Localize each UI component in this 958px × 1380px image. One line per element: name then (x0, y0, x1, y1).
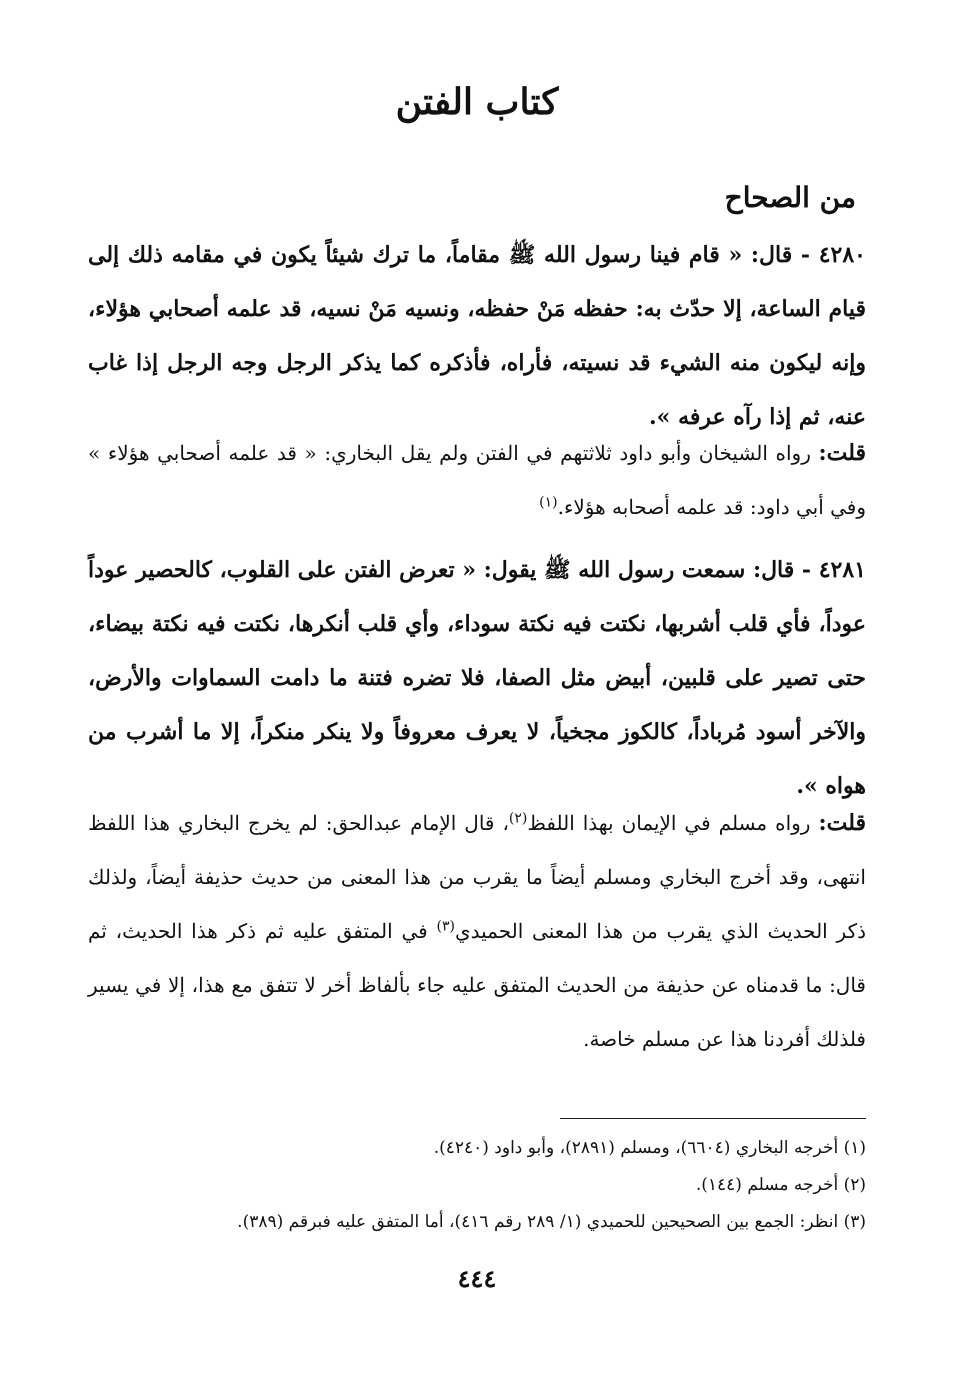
note-label: قلت: (818, 810, 866, 836)
note-text-part2: ، قال الإمام عبدالحق: لم يخرج البخاري هذا اللفظ انتهى، وقد أخرج البخاري ومسلم أيضاً ما يقرب من هذا المعنى من حديث حذيفة أيضاً، ولذلك ذكر الحديث الذي يقرب من هذا المعنى الحميدي (88, 811, 866, 943)
hadith-4280: ٤٢٨٠ - قال: « قام فينا رسول الله ﷺ مقاماً، ما ترك شيئاً يكون في مقامه ذلك إلى قيام الساعة، إلا حدّث به: حفظه مَنْ حفظه، ونسيه مَنْ نسيه، قد علمه أصحابي هؤلاء، وإنه ليكون منه الشيء قد نسيته، فأراه، فأذكره كما يذكر الرجل وجه الرجل إذا غاب عنه، ثم إذا رآه عرفه ». (88, 242, 866, 430)
page-number: ٤٤٤ (457, 1264, 497, 1293)
footnote-marker-1[interactable]: (١) (539, 494, 558, 511)
footnote-divider (560, 1118, 866, 1119)
page-title: كتاب الفتن (395, 81, 559, 123)
commentary-note-1 (88, 426, 866, 534)
footnote-1: (١) أخرجه البخاري (٦٦٠٤)، ومسلم (٢٨٩١)، وأبو داود (٤٢٤٠). (433, 1138, 866, 1158)
footnote-3: (٣) انظر: الجمع بين الصحيحين للحميدي (١/ ٢٨٩ رقم ٤١٦)، أما المتفق عليه فبرقم (٣٨٩). (237, 1212, 866, 1232)
note-label: قلت: (818, 440, 867, 466)
commentary-note-2 (88, 796, 866, 1066)
footnote-marker-2[interactable]: (٢) (508, 810, 528, 827)
footnote-marker-3[interactable]: (٣) (436, 918, 455, 935)
section-heading: من الصحاح (724, 181, 856, 214)
note-text-part3: في المتفق عليه ثم ذكر هذا الحديث، ثم قال: ما قدمناه عن حذيفة من الحديث المتفق عليه جاء بألفاظ أخر لا تتفق مع هذا، إلا في يسير فلذلك أفردنا هذا عن مسلم خاصة. (88, 919, 866, 1051)
footnotes (88, 1130, 866, 1241)
hadith-4281: ٤٢٨١ - قال: سمعت رسول الله ﷺ يقول: « تعرض الفتن على القلوب، كالحصير عوداً عوداً، فأي قلب أشربها، نكتت فيه نكتة سوداء، وأي قلب أنكرها، نكتت فيه نكتة بيضاء، حتى تصير على قلبين، أبيض مثل الصفا، فلا تضره فتنة ما دامت السماوات والأرض، والآخر أسود مُرباداً، كالكوز مجخياً، لا يعرف معروفاً ولا ينكر منكراً، إلا ما أشرب من هواه ». (88, 557, 866, 799)
footnote-2: (٢) أخرجه مسلم (١٤٤). (695, 1175, 866, 1195)
book-page (88, 0, 866, 1380)
note-text: رواه الشيخان وأبو داود ثلاثتهم في الفتن ولم يقل البخاري: « قد علمه أصحابي هؤلاء » وفي أبي داود: قد علمه أصحابه هؤلاء. (88, 441, 866, 519)
note-text-part1: رواه مسلم في الإيمان بهذا اللفظ (527, 811, 811, 835)
